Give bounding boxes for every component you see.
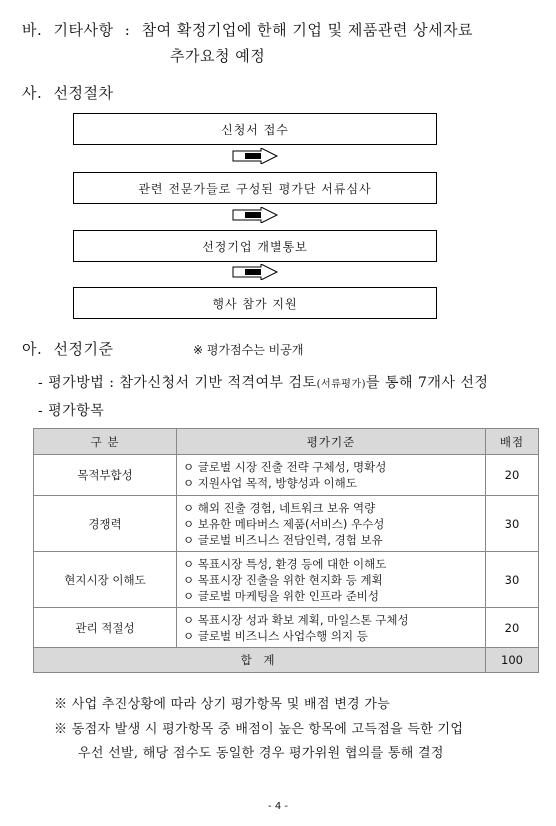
criteria-line: ㅇ 글로벌 비즈니스 사업수행 의지 등	[183, 628, 368, 643]
row-category: 목적부합성	[34, 455, 177, 496]
criteria-line: ㅇ 목표시장 성과 확보 계획, 마일스톤 구체성	[183, 612, 409, 627]
row-criteria	[177, 552, 486, 608]
section-ba-title: 기타사항	[53, 21, 114, 39]
method-small: (서류평가)	[316, 379, 367, 390]
note-2-line1: ※ 동점자 발생 시 평가항목 중 배점이 높은 항목에 고득점을 득한 기업	[54, 722, 464, 737]
total-score: 100	[486, 648, 539, 673]
section-a-title: 선정기준	[53, 340, 114, 358]
method-prefix: - 평가방법 : 참가신청서 기반 적격여부 검토	[38, 375, 317, 391]
row-criteria	[177, 455, 486, 496]
table-total-row	[34, 648, 539, 673]
criteria-line: ㅇ 글로벌 마케팅을 위한 인프라 준비성	[183, 588, 380, 603]
criteria-line: ㅇ 목표시장 특성, 환경 등에 대한 이해도	[183, 556, 387, 571]
row-criteria	[177, 496, 486, 552]
row-category: 현지시장 이해도	[34, 552, 177, 608]
header-score: 배점	[486, 429, 539, 455]
table-header-row	[34, 429, 539, 455]
note-2-line2: 우선 선발, 해당 점수도 동일한 경우 평가위원 협의를 통해 결정	[78, 746, 444, 761]
table-row	[34, 496, 539, 552]
section-a-label: 아.	[22, 340, 43, 358]
process-step-3: 선정기업 개별통보	[73, 230, 437, 262]
method-suffix: 를 통해 7개사 선정	[366, 375, 489, 391]
process-step-2: 관련 전문가들로 구성된 평가단 서류심사	[73, 172, 437, 204]
down-arrow-icon	[231, 264, 279, 280]
section-ba-heading	[22, 19, 473, 40]
row-score: 30	[486, 496, 539, 552]
criteria-line: ㅇ 목표시장 진출을 위한 현지화 등 계획	[183, 572, 383, 587]
total-label: 합 계	[34, 648, 486, 673]
criteria-line: ㅇ 글로벌 비즈니스 전담인력, 경험 보유	[183, 532, 383, 547]
process-step-4: 행사 참가 지원	[73, 287, 437, 319]
section-ba-text-line2: 추가요청 예정	[170, 47, 266, 65]
section-sa-title: 선정절차	[53, 84, 114, 102]
down-arrow-icon	[231, 148, 279, 164]
criteria-line: ㅇ 보유한 메타버스 제품(서비스) 우수성	[183, 516, 385, 531]
table-row	[34, 608, 539, 648]
criteria-line: ㅇ 글로벌 시장 진출 전략 구체성, 명확성	[183, 460, 387, 474]
criteria-line: ㅇ 해외 진출 경험, 네트워크 보유 역량	[183, 500, 376, 515]
method-bullet	[38, 372, 488, 392]
row-score: 20	[486, 608, 539, 648]
evaluation-table	[33, 428, 539, 673]
header-criteria: 평가기준	[177, 429, 486, 455]
section-a-note: ※ 평가점수는 비공개	[193, 343, 304, 357]
section-sa-heading	[22, 82, 114, 103]
row-category: 관리 적절성	[34, 608, 177, 648]
section-ba-colon: :	[124, 21, 131, 39]
section-ba-label: 바.	[22, 21, 43, 39]
table-row	[34, 552, 539, 608]
header-category: 구 분	[34, 429, 177, 455]
section-ba-text-line1: 참여 확정기업에 한해 기업 및 제품관련 상세자료	[141, 21, 474, 39]
row-category: 경쟁력	[34, 496, 177, 552]
criteria-line: ㅇ 지원사업 목적, 방향성과 이해도	[183, 476, 357, 490]
table-row	[34, 455, 539, 496]
page-number: - 4 -	[268, 801, 288, 812]
row-score: 20	[486, 455, 539, 496]
down-arrow-icon	[231, 207, 279, 223]
process-step-1: 신청서 접수	[73, 113, 437, 145]
note-1: ※ 사업 추진상황에 따라 상기 평가항목 및 배점 변경 가능	[54, 697, 391, 712]
section-sa-label: 사.	[22, 84, 43, 102]
items-bullet: - 평가항목	[38, 403, 105, 419]
row-criteria	[177, 608, 486, 648]
section-a-heading	[22, 338, 114, 359]
row-score: 30	[486, 552, 539, 608]
